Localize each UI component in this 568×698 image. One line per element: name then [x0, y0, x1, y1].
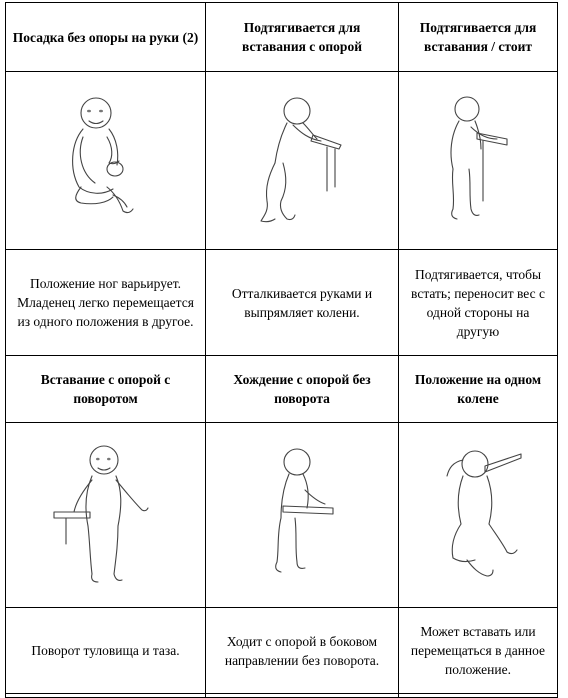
header-cell: Положение на одном колене [399, 356, 558, 423]
description-cell: Может вставать или перемещаться в данное положение. [399, 608, 558, 694]
description-row [6, 250, 558, 356]
description-cell: Подтягивается, чтобы встать; переносит вес с одной стороны на другую [399, 250, 558, 356]
baby-standing-holding-icon [423, 91, 533, 231]
header-cell: Подтягивается для вставания / стоит [399, 3, 558, 72]
header-row [6, 356, 558, 423]
header-cell: Посадка без опоры на руки (2) [6, 3, 206, 72]
image-cell [6, 72, 206, 250]
baby-standing-rotating-icon [46, 440, 166, 590]
image-row [6, 72, 558, 250]
empty-cell [6, 694, 206, 698]
header-cell: Подтягивается для вставания с опорой [206, 3, 399, 72]
baby-half-kneeling-icon [423, 440, 533, 590]
image-cell [6, 423, 206, 608]
description-row [6, 608, 558, 694]
image-cell [399, 72, 558, 250]
baby-pulling-to-stand-icon [247, 91, 357, 231]
motor-milestones-table [5, 2, 558, 698]
description-cell: Положение ног варьирует. Младенец легко перемещается из одного положения в другое. [6, 250, 206, 356]
description-cell: Поворот туловища и таза. [6, 608, 206, 694]
header-cell: Хождение с опорой без поворота [206, 356, 399, 423]
description-cell: Отталкивается руками и выпрямляет колени. [206, 250, 399, 356]
image-row [6, 423, 558, 608]
empty-cell [206, 694, 399, 698]
header-cell: Вставание с опорой с поворотом [6, 356, 206, 423]
image-cell [206, 72, 399, 250]
description-cell: Ходит с опорой в боковом направлении без поворота. [206, 608, 399, 694]
image-cell [206, 423, 399, 608]
baby-sitting-icon [51, 91, 161, 231]
image-cell [399, 423, 558, 608]
header-row [6, 3, 558, 72]
trailing-row [6, 694, 558, 698]
empty-cell [399, 694, 558, 698]
baby-cruising-icon [247, 440, 357, 590]
